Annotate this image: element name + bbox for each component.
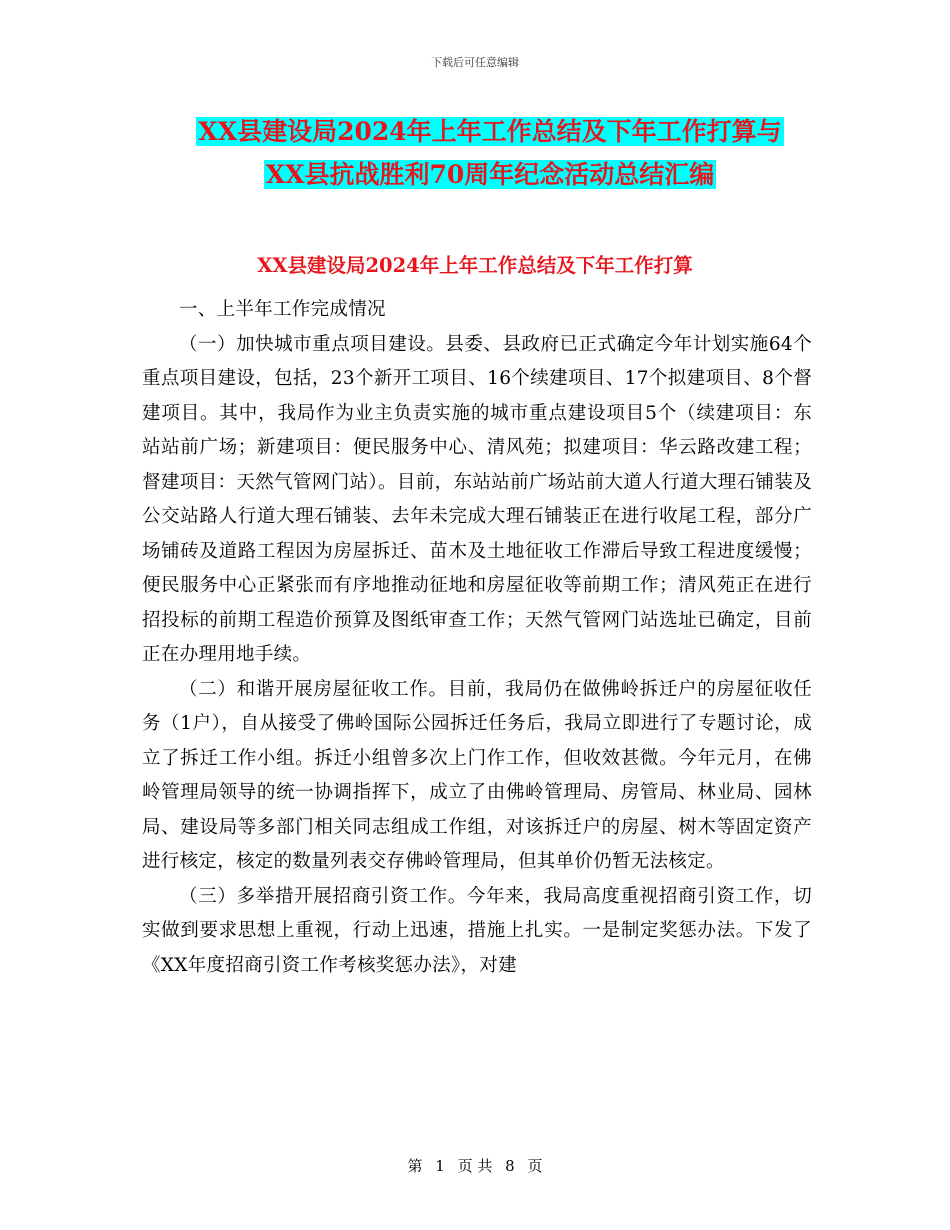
document-title-line-1 [150,115,830,149]
page-footer [0,1155,950,1176]
footer-page-number: 1 [435,1157,445,1175]
paragraph: （一）加快城市重点项目建设。县委、县政府已正式确定今年计划实施64个重点项目建设，包括，23个新开工项目、16个续建项目、17个拟建项目、8个督建项目。其中，我局作为业主负责实施的城市重点建设项目5个（续建项目：东站站前广场；新建项目：便民服务中心、清风苑；拟建项目：华云路改建工程；督建项目：天然气管网门站）。目前，东站站前广场站前大道人行道大理石铺装及公交站路人行道大理石铺装、去年未完成大理石铺装正在进行收尾工程，部分广场铺砖及道路工程因为房屋拆迁、苗木及土地征收工作滞后导致工程进度缓慢；便民服务中心正紧张而有序地推动征地和房屋征收等前期工作；清风苑正在进行招投标的前期工程造价预算及图纸审查工作；天然气管网门站选址已确定，目前正在办理用地手续。 [142,333,812,665]
section-title: XX县建设局2024年上年工作总结及下年工作打算 [257,254,693,277]
footer-suffix: 页 [527,1157,543,1175]
paragraph: （三）多举措开展招商引资工作。今年来，我局高度重视招商引资工作，切实做到要求思想上重视，行动上迅速，措施上扎实。一是制定奖惩办法。下发了《XX年度招商引资工作考核奖惩办法》，对建 [142,885,812,976]
paragraph-heading: 一、上半年工作完成情况 [179,299,386,320]
title-line-2-text: XX县抗战胜利70周年纪念活动总结汇编 [265,160,715,189]
title-line-1-text: XX县建设局2024年上年工作总结及下年工作打算与 [198,117,782,146]
document-title-line-2 [150,158,830,192]
footer-prefix: 第 [407,1157,423,1175]
footer-middle: 页 共 [457,1157,493,1175]
page-header-note: 下载后可任意编辑 [431,56,519,69]
document-body [142,293,812,983]
footer-total-pages: 8 [505,1157,515,1175]
paragraph: （二）和谐开展房屋征收工作。目前，我局仍在做佛岭拆迁户的房屋征收任务（1户），自从接受了佛岭国际公园拆迁任务后，我局立即进行了专题讨论，成立了拆迁工作小组。拆迁小组曾多次上门作工作，但收效甚微。今年元月，在佛岭管理局领导的统一协调指挥下，成立了由佛岭管理局、房管局、林业局、园林局、建设局等多部门相关同志组成工作组，对该拆迁户的房屋、树木等固定资产进行核定，核定的数量列表交存佛岭管理局，但其单价仍暂无法核定。 [142,678,812,872]
